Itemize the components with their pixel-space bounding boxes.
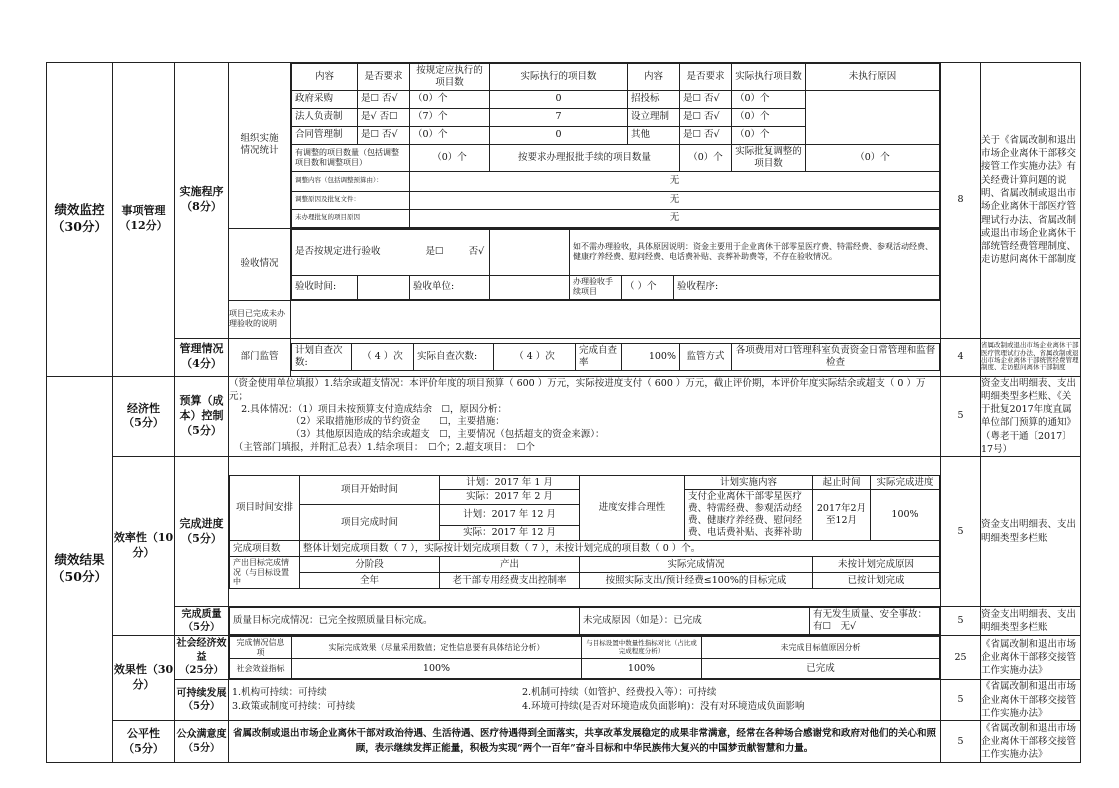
org-cell: 招投标 — [628, 90, 680, 108]
org-cell: 政府采购 — [292, 90, 358, 108]
approval-count-label: 按要求办理报批手续的项目数量 — [490, 144, 680, 171]
org-cell: 0 — [490, 90, 628, 108]
org-head: 实际执行项目数 — [732, 64, 806, 91]
accept-proc-value: （ ）个 — [622, 275, 674, 299]
rate-label: 完成自查率 — [576, 344, 622, 371]
accept-label: 验收情况 — [229, 228, 291, 300]
accept-no: 否√ — [468, 246, 485, 258]
approval-count-value: （0）个 — [680, 144, 732, 171]
score-fair: 5 — [941, 721, 981, 763]
score-prog: 5 — [941, 457, 981, 607]
adjust-reason-value: 无 — [410, 191, 940, 209]
org-reason-cell — [806, 90, 940, 144]
output-value: 老干部专用经费支出控制率 — [440, 572, 580, 588]
quality-reason: 未完成原因（如是）：已完成 — [580, 608, 810, 635]
count-text: 整体计划完成项目数（ 7 ），实际按计划完成项目数（ 7 ），未按计划完成的项目数（ 0 ）个。 — [300, 540, 940, 556]
adjust-content-label: 调整内容（包括调整预算由）： — [292, 171, 410, 191]
score-impl: 8 — [941, 63, 981, 339]
org-cell: （0）个 — [732, 90, 806, 108]
plan-content: 支付企业离休干部零星医疗费、特需经费、参观活动经费、健康疗养经费、慰问经费、电话费补贴、丧葬补助 — [685, 490, 813, 541]
unfin-head: 未按计划完成原因 — [813, 556, 940, 572]
mgmt-label: 管理情况 （4分） — [175, 338, 229, 376]
org-cell: 0 — [490, 126, 628, 144]
stage-head: 分阶段 — [300, 556, 440, 572]
org-cell: 设立理制 — [628, 108, 680, 126]
note-impl: 关于《省属改制和退出市场企业离休干部移交接管工作实施办法》有关经费计算问题的说明、省属改制或退出市场企业离休干部医疗管理试行办法、省属改制或退出市场企业离休干部统管经费管理制度、走访慰问离休干部制度 — [981, 63, 1081, 339]
unfinished-value — [291, 300, 941, 338]
prog-table — [229, 475, 940, 589]
org-cell: 其他 — [628, 126, 680, 144]
note-quality: 资金支出明细表、支出明细类型多栏账 — [981, 607, 1081, 636]
org-cell: 法人负责制 — [292, 108, 358, 126]
way-label: 监管方式 — [680, 344, 732, 371]
accept-unit-value — [490, 275, 570, 299]
plan-content-head: 计划实施内容 — [685, 475, 813, 490]
eff-label: 效率性（10分） — [113, 457, 175, 636]
matter-label: 事项管理 （12分） — [113, 63, 175, 377]
quality-text: 质量目标完成情况：已完全按照质量目标完成。 — [230, 608, 580, 635]
effect-head: 实际完成效果（尽量采用数值；定性信息要有具体结论分析） — [292, 637, 582, 659]
note-budget: 资金支出明细表、支出明细类型多栏账、《关于批复2017年度直属单位部门预算的通知》（粤老干通〔2017〕17号） — [981, 376, 1081, 457]
accept-table — [291, 229, 940, 300]
score-quality: 5 — [941, 607, 981, 636]
unapproved-label: 未办理批复的项目原因 — [292, 209, 410, 227]
satisfaction-label: 公众满意度 （5分） — [175, 721, 229, 763]
org-head: 实际执行的项目数 — [490, 64, 628, 91]
accept-proc-label: 办理验收手续项目 — [570, 275, 622, 299]
prog-cell — [229, 457, 941, 607]
org-cell: 是☐ 否√ — [680, 90, 732, 108]
org-cell: 是√ 否☐ — [358, 108, 410, 126]
rate-value: 100% — [622, 344, 680, 371]
adjust-count-label: 有调整的项目数量（包括调整项目数和调整项目） — [292, 144, 410, 171]
org-cell: 是☐ 否√ — [680, 108, 732, 126]
org-cell: 7 — [490, 108, 628, 126]
sustain-table — [229, 686, 940, 714]
org-cell: 是☐ 否√ — [358, 90, 410, 108]
accept-question-text: 是否按规定进行验收 — [295, 246, 381, 258]
accept-yes: 是☐ — [425, 246, 444, 258]
effect-head: 与目标设置中数量性指标对比（占比或完成程度分析） — [582, 637, 702, 659]
effect-label: 效果性（30分） — [113, 636, 175, 721]
stage-value: 全年 — [300, 572, 440, 588]
accept-time: 验收时间: — [292, 275, 358, 299]
score-social: 25 — [941, 636, 981, 680]
note-fair: 《省属改制和退出市场企业离休干部移交接管工作实施办法》 — [981, 721, 1081, 763]
satisfaction-text: 省属改制或退出市场企业离休干部对政治待遇、生活待遇、医疗待遇得到全面落实，共享改革发展稳定的成果非常满意，经常在各种场合感谢党和政府对他们的关心和照顾，表示继续发挥正能量，积极为实现“两个一百年”奋斗目标和中华民族伟大复兴的中国梦贡献智慧和力量。 — [229, 721, 941, 763]
plan-end: 计划：2017 年 12 月 — [440, 505, 580, 526]
adjust-count-value: （0）个 — [410, 144, 490, 171]
prog-label: 完成进度 （5分） — [175, 457, 229, 607]
note-sustain: 《省属改制和退出市场企业离休干部移交接管工作实施办法》 — [981, 680, 1081, 721]
adjust-reason-label: 调整原因及批复文件： — [292, 191, 410, 209]
org-cell: 合同管理制 — [292, 126, 358, 144]
org-cell: （7）个 — [410, 108, 490, 126]
org-head: 内容 — [292, 64, 358, 91]
org-cell: 是☐ 否√ — [680, 126, 732, 144]
actual-value: （ 4 ）次 — [494, 344, 576, 371]
score-sustain: 5 — [941, 680, 981, 721]
social-v2: 100% — [582, 659, 702, 679]
org-head: 内容 — [628, 64, 680, 91]
note-prog: 资金支出明细表、支出明细类型多栏账 — [981, 457, 1081, 607]
social-label: 社会经济效益 （25分） — [175, 636, 229, 680]
safety: 有无发生质量、安全事故：有☐ 无√ — [810, 608, 940, 635]
sustain-1: 1.机构可持续：可持续 — [232, 687, 327, 699]
plan-value: （ 4 ）次 — [352, 344, 414, 371]
plan-label: 计划自查次数: — [292, 344, 352, 371]
act-start: 实际：2017 年 2 月 — [440, 490, 580, 505]
social-table — [229, 636, 940, 679]
results-label: 绩效结果 （50分） — [47, 376, 113, 763]
status: 100% — [871, 490, 940, 541]
org-head: 按规定应执行的项目数 — [410, 64, 490, 91]
time-label: 项目时间安排 — [230, 475, 300, 540]
org-cell: 是☐ 否√ — [358, 126, 410, 144]
note-social: 《省属改制和退出市场企业离休干部移交接管工作实施办法》 — [981, 636, 1081, 680]
output-head: 产出 — [440, 556, 580, 572]
budget-label: 预算（成本）控制 （5分） — [175, 376, 229, 457]
fair-label: 公平性 （5分） — [113, 721, 175, 763]
unfinished-label: 项目已完成未办理验收的说明 — [229, 300, 291, 338]
sustain-label: 可持续发展 （5分） — [175, 680, 229, 721]
mgmt-table — [291, 343, 940, 371]
org-cell: （0）个 — [410, 90, 490, 108]
org-table — [291, 63, 940, 228]
note-mgmt: 省属改制或退出市场企业离休干部医疗管理试行办法、省属改制或退出市场企业离休干部统管经费管理制度、走访慰问离休干部制度 — [981, 338, 1081, 376]
actual-value: 按照实际支出/预计经费≤100%的目标完成 — [580, 572, 813, 588]
sustain-cell — [229, 680, 941, 721]
adjust-content-value: 无 — [410, 171, 940, 191]
org-head: 未执行原因 — [806, 64, 940, 91]
quality-table — [229, 607, 940, 635]
accept-program: 验收程序: — [674, 275, 940, 299]
effect-head: 完成情况信息项 — [230, 637, 292, 659]
dept-label: 部门监管 — [229, 338, 291, 376]
approved-count-label: 实际批复调整的项目数 — [732, 144, 806, 171]
end-label: 项目完成时间 — [300, 505, 440, 541]
mgmt-cell — [291, 338, 941, 376]
accept-question — [292, 229, 490, 275]
impl-label: 实施程序 （8分） — [175, 63, 229, 339]
evaluation-sheet — [46, 62, 1081, 763]
sustain-3: 3.政策或制度可持续：可持续 — [232, 701, 356, 713]
org-cell: （0）个 — [732, 126, 806, 144]
accept-time-value — [358, 275, 410, 299]
period: 2017年2月至12月 — [813, 490, 871, 541]
sustain-4: 4.环境可持续(是否对环境造成负面影响)：没有对环境造成负面影响 — [522, 701, 805, 713]
reason-label: 进度安排合理性 — [580, 475, 685, 540]
unapproved-value: 无 — [410, 209, 940, 227]
approved-count-value: （0）个 — [806, 144, 940, 171]
org-cell: （0）个 — [410, 126, 490, 144]
score-mgmt: 4 — [941, 338, 981, 376]
org-head: 是否要求 — [680, 64, 732, 91]
start-label: 项目开始时间 — [300, 475, 440, 505]
plan-start: 计划：2017 年 1 月 — [440, 475, 580, 490]
social-ind: 社会效益指标 — [230, 659, 292, 679]
monitor-label: 绩效监控 （30分） — [47, 63, 113, 377]
org-cell: （0）个 — [732, 108, 806, 126]
quality-cell — [229, 607, 941, 636]
econ-label: 经济性 （5分） — [113, 376, 175, 457]
target-label: 产出目标完成情况（与目标设置中 — [230, 556, 300, 588]
org-label: 组织实施 情况统计 — [229, 63, 291, 229]
quality-label: 完成质量 （5分） — [175, 607, 229, 636]
way-value: 各项费用对口管理科室负责资金日常管理和监督检查 — [732, 344, 940, 371]
score-budget: 5 — [941, 376, 981, 457]
effect-head: 未完成目标值原因分析 — [702, 637, 940, 659]
actual-label: 实际自查次数: — [414, 344, 494, 371]
social-cell — [229, 636, 941, 680]
performance-table — [46, 62, 1081, 763]
social-v3: 已完成 — [702, 659, 940, 679]
accept-reason: 如不需办理验收，具体原因说明：资金主要用于企业离休干部零星医疗费、特需经费、参观活动经费、健康疗养经费、慰问经费、电话费补贴、丧葬补助费等，不存在验收情况。 — [570, 229, 940, 275]
act-end: 实际：2017 年 12 月 — [440, 526, 580, 541]
sustain-2: 2.机制可持续（如管护、经费投入等）：可持续 — [522, 687, 717, 699]
unfin-value: 已按计划完成 — [813, 572, 940, 588]
period-head: 起止时间 — [813, 475, 871, 490]
actual-head: 实际完成情况 — [580, 556, 813, 572]
accept-blank — [490, 229, 570, 275]
count-label: 完成项目数 — [230, 540, 300, 556]
accept-unit: 验收单位: — [410, 275, 490, 299]
social-v1: 100% — [292, 659, 582, 679]
status-head: 实际完成进度 — [871, 475, 940, 490]
org-table-cell — [291, 63, 941, 229]
accept-cell — [291, 228, 941, 300]
budget-text: （资金使用单位填报）1.结余或超支情况：本评价年度的项目预算（ 600 ）万元，实际按进度支付（ 600 ）万元，截止评价期，本评价年度实际结余或超支（ 0 ）万元； 2.具体情况：（1）项目未按预算支付造成结余 ☐，原因分析： （2）采取措施形成的节约资金 ☐，主要措施： （3）其他原因造成的结余或超支 ☐，主要情况（包括超支的资金来源）： （主管部门填报，并附汇总表）1.结余项目： ☐个；2.超支项目： ☐个 — [229, 376, 941, 457]
org-head: 是否要求 — [358, 64, 410, 91]
